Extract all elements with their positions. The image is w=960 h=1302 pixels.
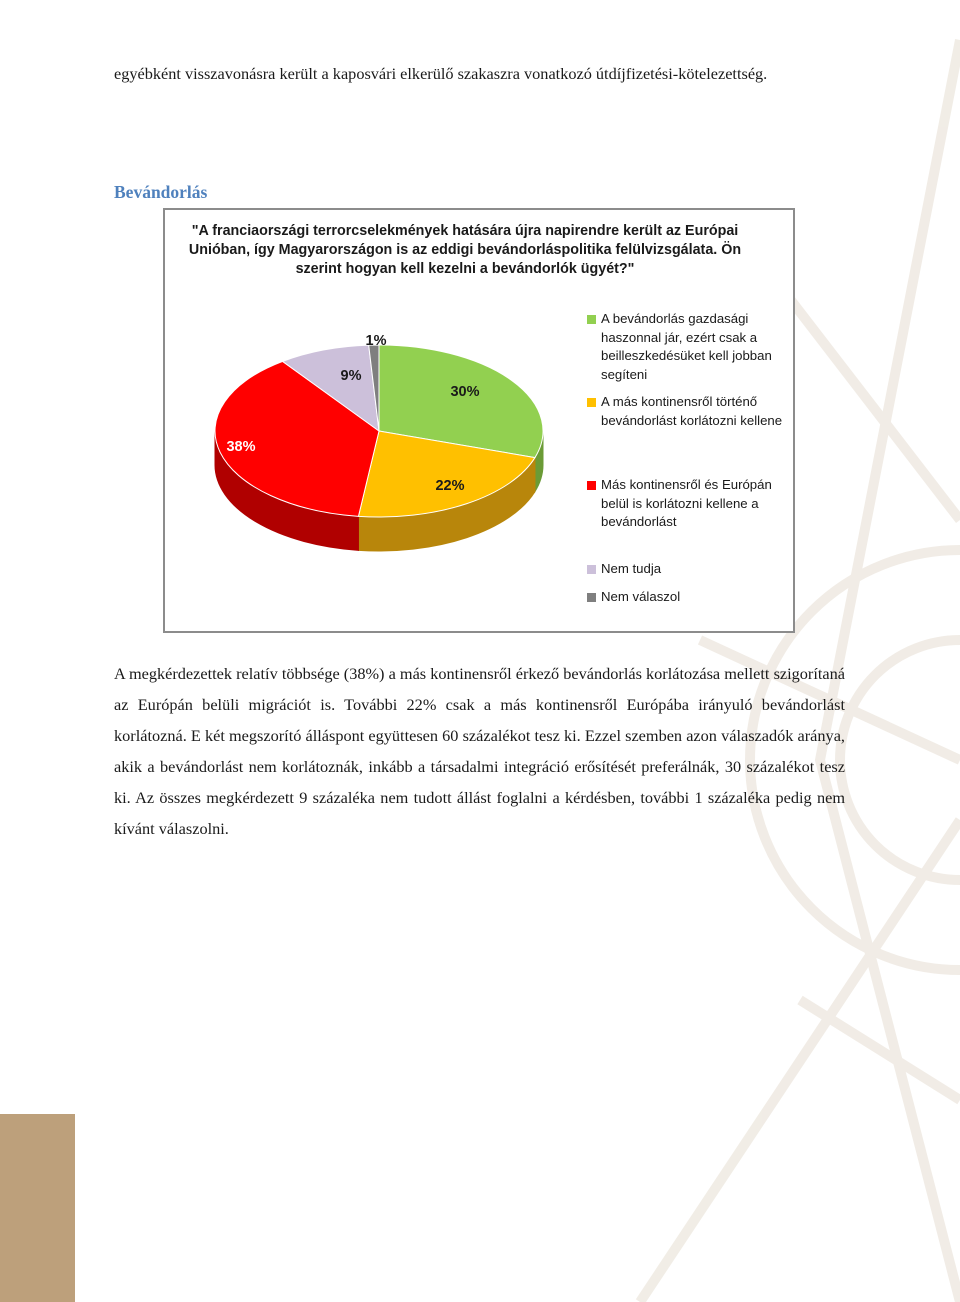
chart-title: "A franciaországi terrorcselekmények hatására újra napirendre került az Európai Unióban, így Magyarországon is az eddigi bevándorláspolitika felülvizsgálata. Ön szerint hogyan kell kezelni a bevándorlók ügyét?" <box>188 223 742 277</box>
legend-label-1: A bevándorlás gazdasági haszonnal jár, ezért csak a beilleszkedésüket kell jobban segíteni <box>601 311 772 382</box>
legend-item-5 <box>587 588 792 607</box>
legend-swatch-3 <box>587 481 596 490</box>
pie-data-label-3: 38% <box>226 439 256 455</box>
legend-item-2 <box>587 393 792 430</box>
legend-swatch-2 <box>587 398 596 407</box>
pie-data-label-2: 22% <box>435 478 465 494</box>
legend-item-3 <box>587 476 792 532</box>
legend-swatch-5 <box>587 593 596 602</box>
legend-label-3: Más kontinensről és Európán belül is korlátozni kellene a bevándorlást <box>601 477 772 529</box>
pie-data-label-4: 9% <box>340 368 362 384</box>
pie-data-label-5: 1% <box>365 333 387 349</box>
legend-item-1 <box>587 310 792 384</box>
legend-item-4 <box>587 560 792 579</box>
legend-label-4: Nem tudja <box>601 561 662 576</box>
pie-data-label-1: 30% <box>450 384 480 400</box>
sidebar-accent-bar <box>0 1114 75 1302</box>
body-paragraph: A megkérdezettek relatív többsége (38%) a más kontinensről érkező bevándorlás korlátozása mellett szigorítaná az Európán belüli migrációt is. További 22% csak a más kontinensről Európába irányuló bevándorlást korlátozná. E két megszorító álláspont együttesen 60 százalékot tesz ki. Ezzel szemben azon válaszadók aránya, akik a bevándorlást nem korlátoznák, inkább a társadalmi integráció erősítését preferálnák, 30 százalékot tesz ki. Az összes megkérdezett 9 százaléka nem tudott állást foglalni a kérdésben, további 1 százaléka pedig nem kívánt válaszolni. <box>114 664 845 838</box>
legend-swatch-4 <box>587 565 596 574</box>
intro-paragraph: egyébként visszavonásra került a kaposvári elkerülő szakaszra vonatkozó útdíjfizetési-kötelezettség. <box>114 64 768 83</box>
legend-label-2: A más kontinensről történő bevándorlást korlátozni kellene <box>601 394 783 428</box>
legend-label-5: Nem válaszol <box>601 589 681 604</box>
legend-swatch-1 <box>587 315 596 324</box>
pie-chart <box>163 208 795 633</box>
section-heading: Bevándorlás <box>114 182 208 202</box>
